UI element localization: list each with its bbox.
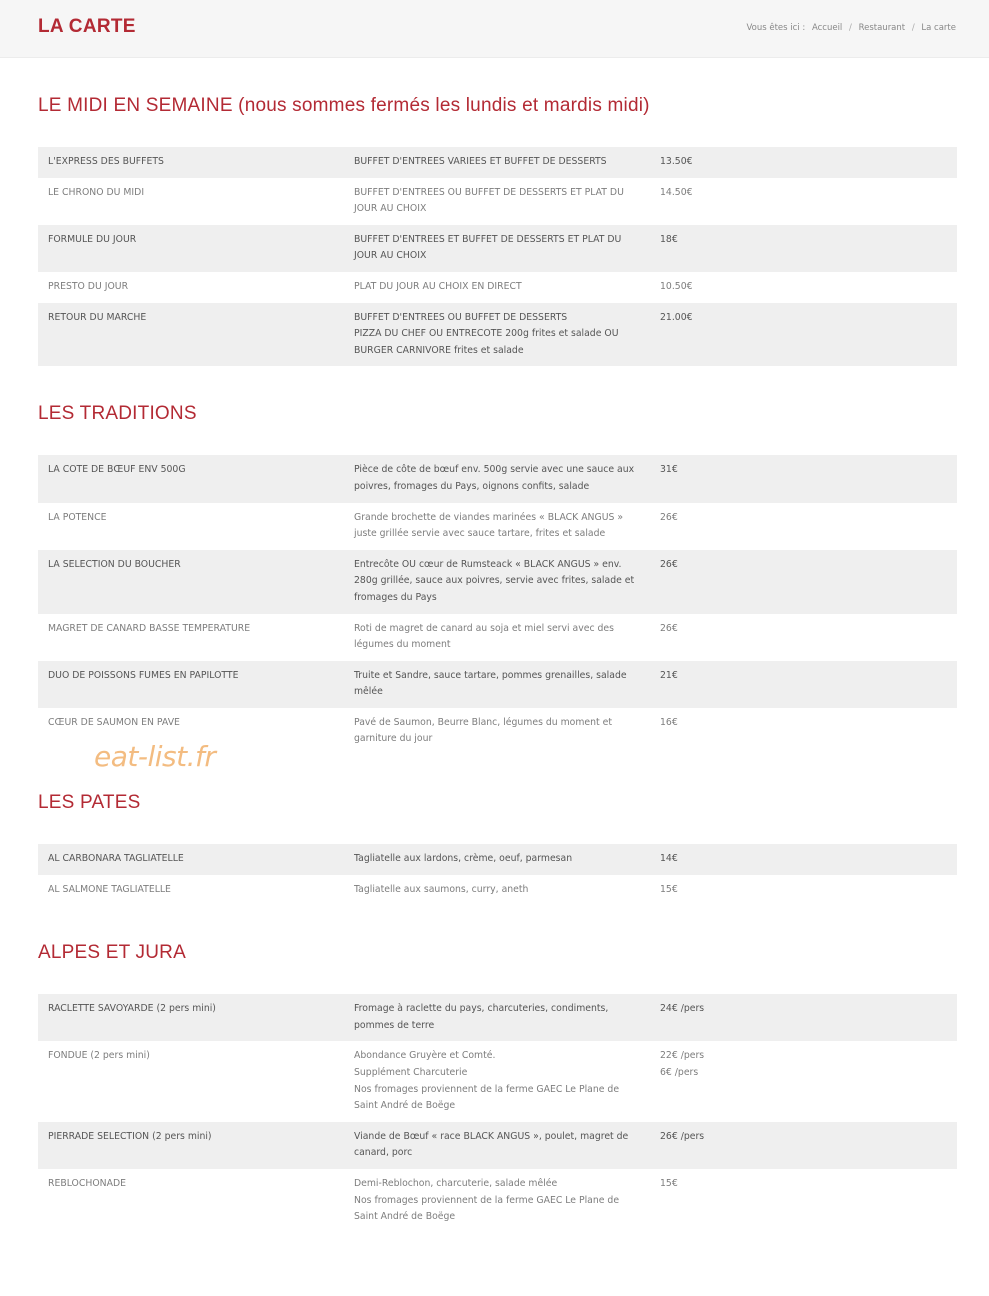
price-line: 24€ /pers [660,1003,705,1015]
dish-description [344,614,650,661]
page-title: LA CARTE [38,16,136,37]
dish-description [344,708,650,755]
table-row [38,503,957,550]
dish-description [344,503,650,550]
description-line: Nos fromages proviennent de la ferme GAEC Le Plane de Saint André de Boëge [354,1083,620,1112]
menu-content [0,95,989,1233]
breadcrumb-link-restaurant[interactable]: Restaurant [858,23,906,33]
section-heading-pates: LES PATES [38,792,141,814]
price-line: 31€ [660,464,678,476]
page-header [0,0,989,58]
breadcrumb-link-accueil[interactable]: Accueil [811,23,843,33]
dish-description [344,147,650,178]
dish-price [650,550,957,614]
dish-name: FORMULE DU JOUR [38,225,344,272]
dish-price [650,844,957,875]
dish-price [650,303,957,367]
dish-name: LA POTENCE [38,503,344,550]
price-line: 18€ [660,233,678,245]
section-heading-alpes-jura: ALPES ET JURA [38,942,186,964]
description-line: Fromage à raclette du pays, charcuteries, condiments, pommes de terre [354,1003,609,1031]
dish-name: LA SELECTION DU BOUCHER [38,550,344,614]
dish-name: REBLOCHONADE [38,1169,344,1233]
description-line: PLAT DU JOUR AU CHOIX EN DIRECT [354,280,522,292]
description-line: BUFFET D'ENTREES OU BUFFET DE DESSERTS [354,311,568,323]
table-row [38,875,957,906]
dish-description [344,303,650,367]
dish-description [344,178,650,225]
watermark-text: eat-list.fr [94,740,216,773]
dish-name: CŒUR DE SAUMON EN PAVE [38,708,344,755]
description-line: Roti de magret de canard au soja et miel servi avec des légumes du moment [354,622,614,651]
price-line: 15€ [660,883,678,895]
table-row [38,661,957,708]
dish-description [344,875,650,906]
description-line: PIZZA DU CHEF OU ENTRECOTE 200g frites et salade OU BURGER CARNIVORE frites et salade [354,328,619,356]
description-line: Viande de Bœuf « race BLACK ANGUS », poulet, magret de canard, porc [354,1130,629,1159]
description-line: Demi-Reblochon, charcuterie, salade mêlée [354,1178,558,1189]
description-line: BUFFET D'ENTREES ET BUFFET DE DESSERTS ET PLAT DU JOUR AU CHOIX [354,233,622,262]
section-heading-traditions: LES TRADITIONS [38,403,197,425]
dish-name: LA COTE DE BŒUF ENV 500G [38,455,344,502]
table-row [38,1169,957,1233]
description-line: Truite et Sandre, sauce tartare, pommes grenailles, salade mêlée [354,669,627,698]
dish-price [650,1041,957,1121]
dish-name: MAGRET DE CANARD BASSE TEMPERATURE [38,614,344,661]
dish-name: PIERRADE SELECTION (2 pers mini) [38,1122,344,1169]
price-line: 16€ [660,716,678,728]
dish-description [344,455,650,502]
price-line: 14.50€ [660,186,693,198]
dish-description [344,272,650,303]
price-line: 26€ /pers [660,1130,705,1142]
dish-name: RACLETTE SAVOYARDE (2 pers mini) [38,994,344,1041]
price-line: 22€ /pers [660,1050,705,1062]
table-row [38,1122,957,1169]
description-line: Tagliatelle aux lardons, crème, oeuf, parmesan [354,853,573,865]
table-row [38,303,957,367]
dish-description [344,1122,650,1169]
dish-price [650,503,957,550]
table-row [38,178,957,225]
dish-description [344,994,650,1041]
table-row [38,1041,957,1121]
dish-description [344,1041,650,1121]
dish-description [344,550,650,614]
table-row [38,550,957,614]
dish-price [650,661,957,708]
dish-name: DUO DE POISSONS FUMES EN PAPILOTTE [38,661,344,708]
description-line: Pièce de côte de bœuf env. 500g servie avec une sauce aux poivres, fromages du Pays, oignons confits, salade [354,464,635,492]
dish-price [650,147,957,178]
dish-name: FONDUE (2 pers mini) [38,1041,344,1121]
table-row [38,147,957,178]
menu-table-alpes-jura [38,994,957,1233]
breadcrumb-prefix: Vous êtes ici : [746,23,806,33]
table-row [38,455,957,502]
dish-price [650,875,957,906]
menu-table-midi [38,147,957,366]
dish-description [344,661,650,708]
price-line: 21.00€ [660,311,693,323]
dish-description [344,844,650,875]
table-row [38,225,957,272]
dish-name: LE CHRONO DU MIDI [38,178,344,225]
description-line: BUFFET D'ENTREES OU BUFFET DE DESSERTS ET PLAT DU JOUR AU CHOIX [354,186,624,215]
price-line: 26€ [660,511,678,523]
dish-name: AL SALMONE TAGLIATELLE [38,875,344,906]
menu-table-traditions [38,455,957,755]
description-line: Abondance Gruyère et Comté. [354,1050,496,1062]
dish-price [650,1169,957,1233]
dish-price [650,708,957,755]
dish-price [650,272,957,303]
breadcrumb [746,23,956,33]
table-row [38,994,957,1041]
dish-price [650,178,957,225]
dish-name: PRESTO DU JOUR [38,272,344,303]
dish-price [650,225,957,272]
table-row [38,614,957,661]
table-row [38,844,957,875]
description-line: BUFFET D'ENTREES VARIEES ET BUFFET DE DESSERTS [354,156,607,167]
dish-name: RETOUR DU MARCHE [38,303,344,367]
description-line: Entrecôte OU cœur de Rumsteack « BLACK ANGUS » env. 280g grillée, sauce aux poivres, servie avec frites, salade et fromages du Pays [354,558,635,603]
description-line: Supplément Charcuterie [354,1067,468,1079]
description-line: Grande brochette de viandes marinées « BLACK ANGUS » juste grillée servie avec sauce tartare, frites et salade [354,511,624,540]
description-line: Tagliatelle aux saumons, curry, aneth [354,883,529,895]
price-line: 13.50€ [660,156,693,167]
dish-name: AL CARBONARA TAGLIATELLE [38,844,344,875]
table-row [38,272,957,303]
price-line: 21€ [660,669,678,681]
breadcrumb-current: La carte [921,23,956,33]
description-line: Pavé de Saumon, Beurre Blanc, légumes du moment et garniture du jour [354,716,612,745]
breadcrumb-separator: / [911,23,915,33]
description-line: Nos fromages proviennent de la ferme GAEC Le Plane de Saint André de Boëge [354,1194,620,1223]
dish-price [650,614,957,661]
dish-price [650,1122,957,1169]
dish-price [650,455,957,502]
dish-price [650,994,957,1041]
dish-description [344,1169,650,1233]
breadcrumb-separator: / [849,23,852,33]
dish-description [344,225,650,272]
price-line: 26€ [660,622,678,634]
price-line: 15€ [660,1178,678,1189]
price-line: 10.50€ [660,280,693,292]
price-line: 14€ [660,853,678,865]
price-line: 26€ [660,558,678,570]
price-line: 6€ /pers [660,1067,699,1079]
section-heading-midi: LE MIDI EN SEMAINE (nous sommes fermés les lundis et mardis midi) [38,95,650,116]
dish-name: L'EXPRESS DES BUFFETS [38,147,344,178]
menu-table-pates [38,844,957,905]
